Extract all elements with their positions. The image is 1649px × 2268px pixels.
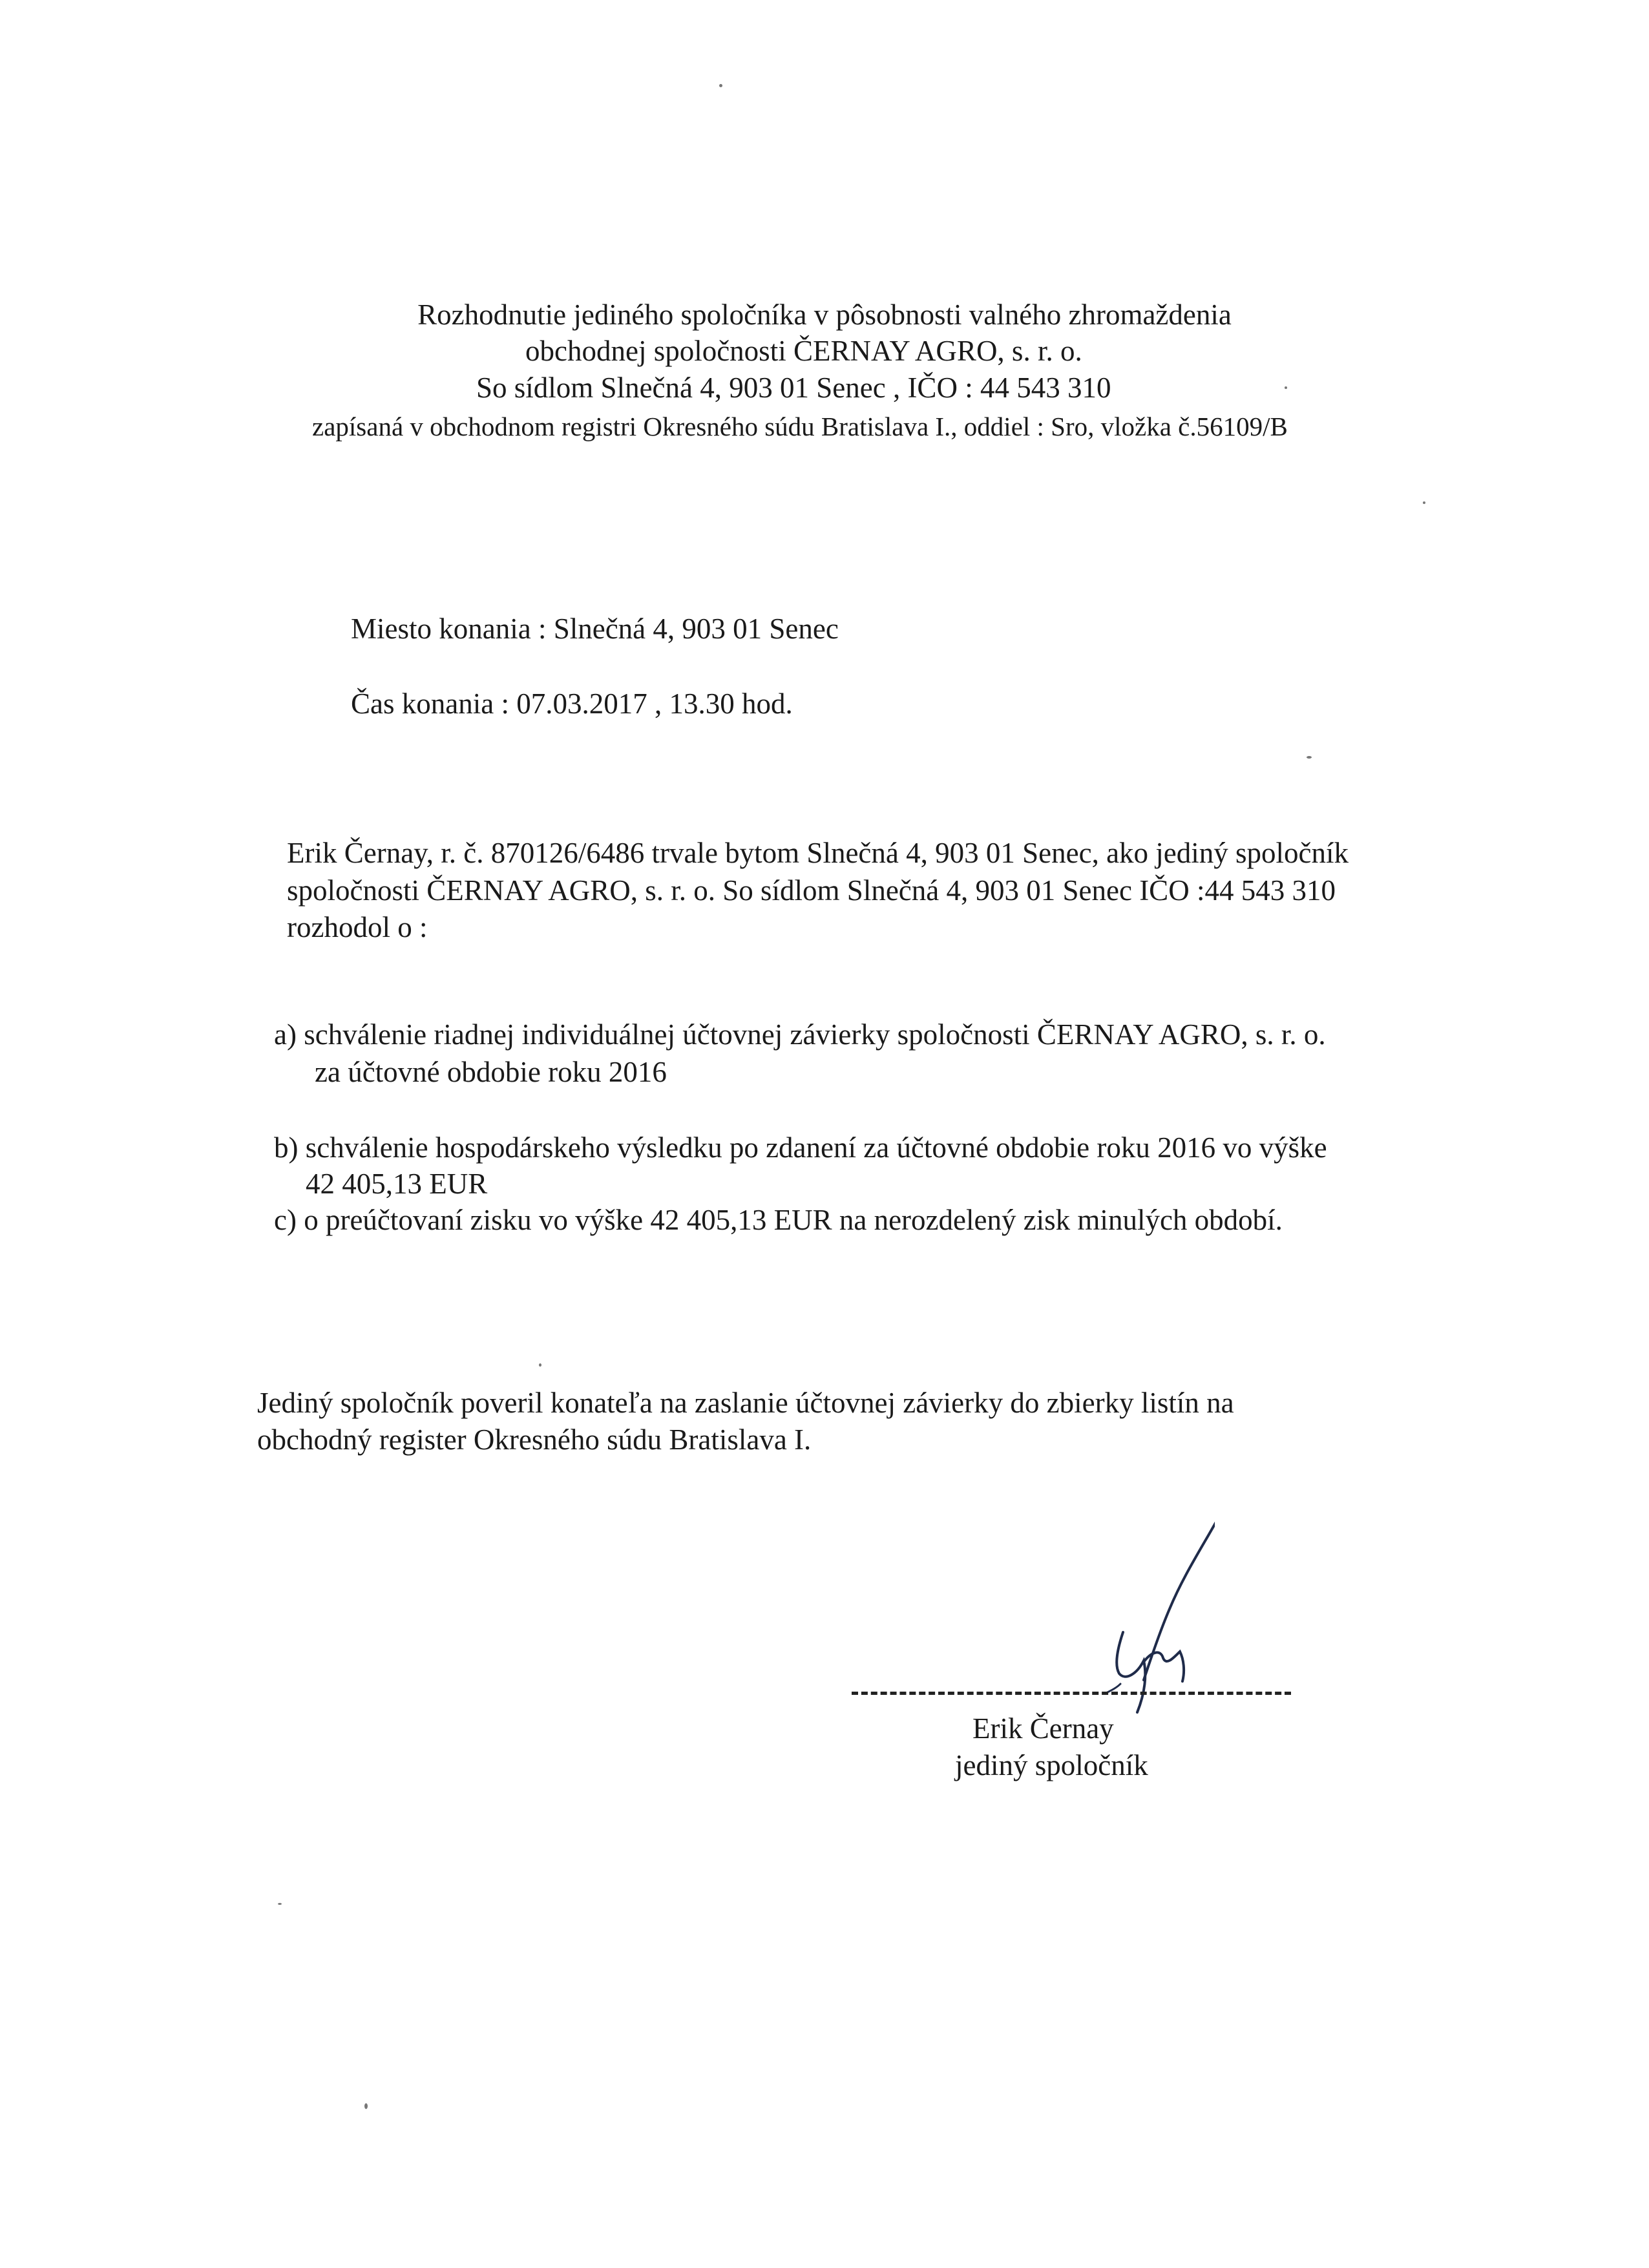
scan-speck [539,1363,541,1367]
signatory-name: Erik Černay [972,1712,1114,1745]
decision-c-line-1: c) o preúčtovaní zisku vo výške 42 405,13 EUR na nerozdelený zisk minulých období. [274,1204,1283,1236]
intro-line-2: spoločnosti ČERNAY AGRO, s. r. o. So sídlom Slnečná 4, 903 01 Senec IČO :44 543 310 [287,874,1336,907]
header-company: obchodnej spoločnosti ČERNAY AGRO, s. r. o. [525,335,1082,367]
decision-a-line-2: za účtovné obdobie roku 2016 [315,1056,667,1088]
header-registry: zapísaná v obchodnom registri Okresného súdu Bratislava I., oddiel : Sro, vložka č.56109/B [312,412,1288,441]
header-address: So sídlom Slnečná 4, 903 01 Senec , IČO : 44 543 310 [476,372,1111,404]
closing-line-2: obchodný register Okresného súdu Bratislava I. [257,1423,812,1456]
meeting-time: Čas konania : 07.03.2017 , 13.30 hod. [351,688,793,720]
scan-speck [364,2103,368,2109]
scan-speck [1285,386,1287,389]
meeting-place: Miesto konania : Slnečná 4, 903 01 Senec [351,613,839,645]
scan-speck [719,84,722,87]
handwritten-signature [1047,1499,1215,1719]
decision-a-line-1: a) schválenie riadnej individuálnej účtovnej závierky spoločnosti ČERNAY AGRO, s. r. o. [274,1018,1326,1051]
scan-speck [278,1903,282,1905]
intro-line-1: Erik Černay, r. č. 870126/6486 trvale bytom Slnečná 4, 903 01 Senec, ako jediný spoločník [287,837,1349,869]
closing-line-1: Jediný spoločník poveril konateľa na zaslanie účtovnej závierky do zbierky listín na [257,1387,1234,1419]
intro-line-3: rozhodol o : [287,911,428,943]
signatory-role: jediný spoločník [955,1749,1148,1781]
header-title: Rozhodnutie jediného spoločníka v pôsobnosti valného zhromaždenia [417,299,1232,331]
signature-line [852,1692,1291,1695]
scan-speck [1307,756,1312,759]
scan-speck [1423,501,1425,504]
decision-b-line-1: b) schválenie hospodárskeho výsledku po zdanení za účtovné obdobie roku 2016 vo výške [274,1131,1327,1164]
decision-b-line-2: 42 405,13 EUR [306,1168,488,1200]
